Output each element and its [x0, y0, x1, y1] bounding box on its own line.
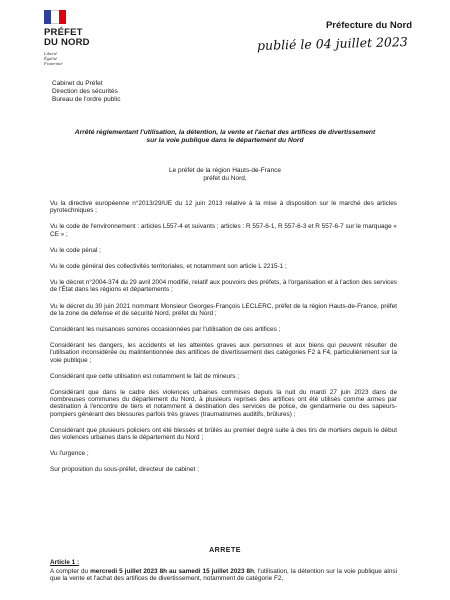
logo-title-line1: PRÉFET: [44, 27, 83, 38]
article-rest: , l'utilisation, la détention sur la voie publique ainsi que la vente et l'achat des artifices de divertissement, notamment de catégorie F2,: [50, 568, 397, 583]
prefecture-name: Préfecture du Nord: [325, 20, 412, 31]
recital-paragraph: Vu le code général des collectivités territoriales, et notamment son article L 2215-1 ;: [50, 263, 287, 271]
logo-motto: [44, 51, 104, 66]
article-text: [50, 568, 397, 582]
recital-paragraph: Considérant que plusieurs policiers ont été blessés et brûlés au premier degré suite à des tirs de mortiers depuis le début des violences urbaines dans le département du Nord ;: [50, 426, 397, 442]
issuing-authority: [0, 167, 450, 183]
motto-fraternite: Fraternité: [44, 61, 63, 66]
recital-paragraph: Vu le décret du 30 juin 2021 nommant Monsieur Georges-François LECLERC, préfet de la région Hauts-de-France, préfet de la zone de défense et de sécurité Nord, préfet du Nord ;: [50, 302, 397, 317]
authority-line2: préfet du Nord,: [203, 175, 247, 182]
recital-paragraph: Vu l'urgence ;: [50, 450, 89, 458]
decree-title-line1: Arrêté réglementant l'utilisation, la détention, la vente et l'achat des artifices de divertissement: [74, 129, 376, 136]
decision-heading: ARRETE: [209, 547, 241, 554]
recital-paragraph: Vu le code pénal ;: [50, 246, 101, 254]
publication-note: publié le 04 juillet 2023: [257, 34, 409, 53]
decree-title-line2: sur la voie publique dans le département du Nord: [146, 137, 304, 144]
decree-title: [20, 129, 430, 145]
recital-paragraph: Considérant que dans le cadre des violences urbaines commises depuis la nuit du mardi 27 juin 2023 dans de nombreuses communes du département du Nord, à plusieurs reprises des artifices ont été utilisés comme armes par destination à l'encontre de tiers et notamment à destination des services de police, de gendarmerie ou des sapeurs-pompiers générant des blessures parfois très graves (traumatismes auditifs, brûlures) ;: [50, 389, 397, 418]
recital-paragraph: Vu le code de l'environnement : articles L557-4 et suivants ; articles : R 557-6-1, R 557-6-3 et R 557-6-7 sur le marquage « CE » ;: [50, 223, 397, 238]
logo-title-line2: DU NORD: [44, 37, 90, 48]
recital-paragraph: Sur proposition du sous-préfet, directeur de cabinet ;: [50, 466, 199, 474]
motto-egalite: Égalité: [44, 56, 57, 61]
article-title: Article 1 :: [50, 559, 80, 566]
authority-line1: Le préfet de la région Hauts-de-France: [168, 167, 281, 174]
issuing-service: [52, 80, 120, 104]
prefet-logo: [44, 10, 104, 66]
recital-paragraph: Considérant les dangers, les accidents et les atteintes graves aux personnes et aux biens qui peuvent résulter de l'utilisation inconsidérée ou malintentionnée des artifices de divertissement des catégories F2 à F4, particulièrement sur la voie publique ;: [50, 342, 397, 364]
cabinet-line: Cabinet du Préfet: [52, 80, 103, 87]
article-intro: A compter du: [50, 568, 91, 575]
recital-paragraph: Considérant les nuisances sonores occasionnées par l'utilisation de ces artifices ;: [50, 326, 281, 334]
recital-paragraph: Vu la directive européenne n°2013/29/UE du 12 juin 2013 relative à la mise à disposition sur le marché des articles pyrotechniques ;: [50, 200, 397, 215]
recital-paragraph: Vu le décret n°2004-374 du 29 avril 2004 modifié, relatif aux pouvoirs des préfets, à l'organisation et à l'action des services de l'État dans les régions et départements ;: [50, 279, 397, 294]
marianne-flag-icon: [44, 10, 66, 24]
article-period: mercredi 5 juillet 2023 8h au samedi 15 juillet 2023 8h: [90, 568, 254, 575]
recital-paragraph: Considérant que cette utilisation est notamment le fait de mineurs ;: [50, 372, 239, 380]
motto-liberte: Liberté: [44, 51, 57, 56]
recitals: [50, 200, 397, 483]
bureau-line: Bureau de l'ordre public: [52, 96, 121, 103]
direction-line: Direction des sécurités: [52, 88, 118, 95]
